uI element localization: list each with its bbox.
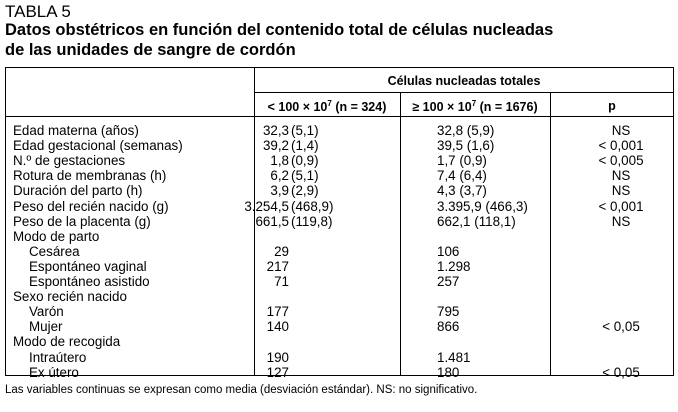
row-value-col2: 106 (437, 243, 460, 259)
row-value-col1: 140 (266, 319, 289, 335)
header-col2-exp: 7 (471, 99, 477, 108)
header-col2 (400, 99, 550, 114)
header-col1-n: (n = 324) (331, 100, 387, 115)
row-value-col1: 217 (266, 258, 289, 274)
row-label: Modo de parto (13, 228, 100, 244)
table-row (5, 304, 674, 319)
row-value-col2: 1.298 (437, 258, 471, 274)
row-value-col2: 39,5 (1,6) (437, 138, 495, 154)
table-row (5, 123, 674, 138)
row-label: Mujer (29, 319, 63, 335)
row-value-col1: 661,5 (255, 213, 289, 229)
row-label: Varón (29, 304, 64, 320)
row-value-col1: 1,8 (270, 153, 289, 169)
row-p-value: < 0,05 (602, 364, 640, 380)
row-label: Peso del recién nacido (g) (13, 198, 169, 214)
row-label: Intraútero (29, 349, 87, 365)
table-row (5, 244, 674, 259)
table-row (5, 138, 674, 153)
row-sd-col1: (1,4) (291, 138, 319, 154)
header-col3: p (608, 99, 616, 113)
header-col1 (254, 99, 400, 114)
row-sd-col1: (5,1) (291, 123, 319, 138)
table-row (5, 259, 674, 274)
data-table (5, 67, 674, 380)
table-title (5, 20, 553, 60)
row-p-value: NS (611, 168, 631, 184)
row-p-value: < 0,001 (598, 198, 644, 214)
table-row (5, 214, 674, 229)
row-value-col1: 29 (274, 243, 289, 259)
row-value-col2: 257 (437, 274, 460, 289)
row-label: Duración del parto (h) (13, 183, 143, 199)
row-value-col2: 180 (437, 364, 460, 380)
row-label: N.º de gestaciones (13, 153, 126, 169)
header-col1-text: < 100 × 10 (267, 100, 328, 115)
row-value-col2: 4,3 (3,7) (437, 183, 487, 199)
row-value-col2: 662,1 (118,1) (437, 213, 516, 229)
row-value-col1: 177 (266, 304, 289, 320)
row-sd-col1: (468,9) (291, 198, 334, 214)
header-group-label: Células nucleadas totales (387, 74, 541, 88)
row-label: Edad gestacional (semanas) (13, 138, 183, 154)
header-col2-n: (n = 1676) (476, 100, 538, 115)
row-value-col1: 3.254,5 (244, 198, 289, 214)
row-value-col2: 1.481 (437, 349, 471, 365)
row-value-col2: 32,8 (5,9) (437, 123, 495, 138)
row-label: Modo de recogida (13, 334, 121, 350)
table-row (5, 334, 674, 349)
header-col2-text: ≥ 100 × 10 (412, 100, 472, 115)
row-p-value: NS (611, 123, 631, 138)
row-label: Sexo recién nacido (13, 289, 127, 305)
table-label: TABLA 5 (5, 2, 71, 21)
table-row (5, 168, 674, 183)
row-value-col1: 6,2 (270, 168, 289, 184)
row-p-value: < 0,005 (598, 153, 644, 169)
row-sd-col1: (2,9) (291, 183, 319, 199)
header-group-underline (254, 92, 674, 93)
table-row (5, 365, 674, 380)
row-label: Cesárea (29, 243, 80, 259)
row-label: Ex útero (29, 364, 79, 380)
row-label: Rotura de membranas (h) (13, 168, 167, 184)
table-title-line-1: Datos obstétricos en función del contenido total de células nucleadas (5, 21, 554, 39)
table-footnote: Las variables continuas se expresan como media (desviación estándar). NS: no significativo. (5, 384, 478, 396)
row-label: Espontáneo vaginal (29, 258, 147, 274)
row-sd-col1: (5,1) (291, 168, 319, 184)
row-value-col1: 39,2 (262, 138, 289, 154)
row-value-col2: 1,7 (0,9) (437, 153, 487, 169)
row-value-col1: 71 (274, 274, 289, 289)
row-value-col2: 3.395,9 (466,3) (437, 198, 528, 214)
row-value-col1: 3,9 (270, 183, 289, 199)
row-sd-col1: (0,9) (291, 153, 319, 169)
row-value-col2: 7,4 (6,4) (437, 168, 487, 184)
row-value-col2: 866 (437, 319, 460, 335)
table-row (5, 199, 674, 214)
table-row (5, 319, 674, 334)
row-p-value: < 0,05 (602, 319, 640, 335)
row-value-col1: 127 (266, 364, 289, 380)
row-p-value: NS (611, 213, 631, 229)
row-p-value: < 0,001 (598, 138, 644, 154)
table-title-line-2: de las unidades de sangre de cordón (5, 41, 296, 59)
row-value-col2: 795 (437, 304, 460, 320)
table-row (5, 289, 674, 304)
table-row (5, 183, 674, 198)
row-label: Espontáneo asistido (29, 274, 150, 289)
header-bottom-rule (5, 116, 674, 117)
row-sd-col1: (119,8) (291, 213, 333, 229)
row-p-value: NS (611, 183, 631, 199)
row-label: Peso de la placenta (g) (13, 213, 151, 229)
row-label: Edad materna (años) (13, 123, 139, 138)
row-value-col1: 32,3 (262, 123, 289, 138)
table-row (5, 350, 674, 365)
table-row (5, 153, 674, 168)
header-col1-exp: 7 (327, 99, 332, 108)
row-value-col1: 190 (266, 349, 289, 365)
table-row (5, 229, 674, 244)
table-row (5, 274, 674, 289)
